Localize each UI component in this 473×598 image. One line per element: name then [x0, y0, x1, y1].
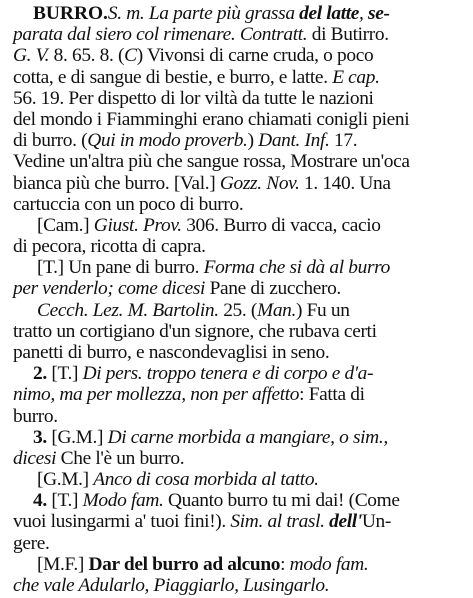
text-run: : Fatta di [299, 384, 365, 406]
text-run: che vale Adularlo, Piaggiarlo, Lusingarlo. [13, 575, 330, 596]
text-run: 2. [33, 363, 52, 385]
text-run: di pecora, ricotta di capra. [13, 236, 206, 257]
text-run: Qui in modo proverb. [87, 130, 248, 152]
text-run: 25. ( [218, 299, 258, 321]
text-run: [G.M.] [51, 426, 108, 448]
text-run: Quanto burro tu mi dai! (Come [163, 490, 400, 512]
text-run: Modo fam. [82, 490, 164, 512]
text-run: : [280, 553, 290, 575]
text-run: Vedine un'altra più che sangue rossa, Mostrare un'oca [13, 151, 410, 173]
text-run: G. V. [13, 45, 50, 67]
text-run: 3. [33, 426, 52, 448]
text-run: parata dal siero col rimenare. Contratt. [13, 24, 308, 46]
text-run: [T.] Un pane di burro. [37, 257, 204, 279]
text-run: 56. 19. Per dispetto di lor viltà da tutte le nazioni [13, 87, 374, 109]
text-run: di Butirro. [307, 24, 389, 46]
text-run: Forma che si dà al burro [203, 257, 390, 279]
text-run: Di pers. troppo tenera e di corpo e d'a- [82, 363, 374, 385]
text-run: 1. 140. Una [299, 172, 391, 194]
text-run: Sim. al trasl. [230, 511, 325, 533]
text-run: per venderlo; come dicesi [13, 278, 206, 300]
text-run: tratto un cortigiano d'un signore, che rubava certi [13, 320, 377, 342]
text-run: Giust. Prov. [93, 214, 182, 236]
text-run: Anco di cosa morbida al tatto. [93, 469, 319, 491]
text-run: burro. [13, 405, 58, 427]
text-run: cartuccia con un poco di burro. [13, 193, 244, 215]
text-run: Man. [257, 299, 297, 321]
headword: BURRO. [33, 3, 108, 24]
text-run: dicesi [13, 447, 57, 469]
text-run: Cecch. Lez. M. Bartolin. [37, 299, 219, 321]
text-run: cotta, e di sangue di bestie, e burro, e latte. [13, 66, 333, 88]
entry-line [13, 510, 391, 534]
text-run: [M.F.] [37, 553, 89, 575]
text-run: Dar del burro ad alcuno [88, 553, 281, 575]
text-run: Pane di zucchero. [205, 278, 341, 300]
text-run: gere. [13, 532, 50, 554]
text-run: 306. Burro di vacca, cacio [181, 214, 381, 236]
entry-line [13, 574, 329, 598]
text-run: di burro. ( [13, 130, 88, 152]
text-run: bianca più che burro. [Val.] [13, 172, 220, 194]
text-run: Gozz. Nov. [219, 172, 300, 194]
text-run: del mondo i Fiamminghi erano chiamati conigli pieni [13, 108, 410, 130]
text-run: 17. [329, 130, 358, 152]
text-run: E cap. [332, 66, 380, 88]
text-run: ) Fu un [296, 299, 350, 321]
text-run: Di carne morbida a mangiare, o sim., [107, 426, 388, 448]
text-run: [Cam.] [37, 214, 94, 236]
text-run: ) Vivonsi di carne cruda, o poco [136, 45, 374, 67]
text-run: ) [247, 130, 259, 152]
text-run: S. m. La parte più grassa [107, 3, 300, 24]
text-run: modo fam. [289, 553, 369, 575]
text-run: [T.] [51, 363, 83, 385]
text-run: nimo, ma per mollezza, non per affetto [13, 384, 300, 406]
text-run: Un- [361, 511, 391, 533]
entry-line [13, 383, 365, 407]
text-run: se- [368, 3, 390, 24]
text-run: [G.M.] [37, 469, 94, 491]
text-run: [T.] [51, 490, 83, 512]
text-run: panetti di burro, e nascondevaglisi in seno. [13, 342, 330, 363]
text-run: dell' [324, 511, 362, 533]
text-run: Dant. Inf. [258, 130, 330, 152]
text-run: Che l'è un burro. [56, 447, 185, 469]
text-run: vuoi lusingarmi a' tuoi fini!). [13, 511, 231, 533]
text-run: , [359, 3, 369, 24]
text-run: del latte [299, 3, 360, 24]
text-run: C [124, 45, 137, 67]
text-run: 8. 65. 8. ( [49, 45, 125, 67]
text-run: 4. [33, 490, 52, 512]
